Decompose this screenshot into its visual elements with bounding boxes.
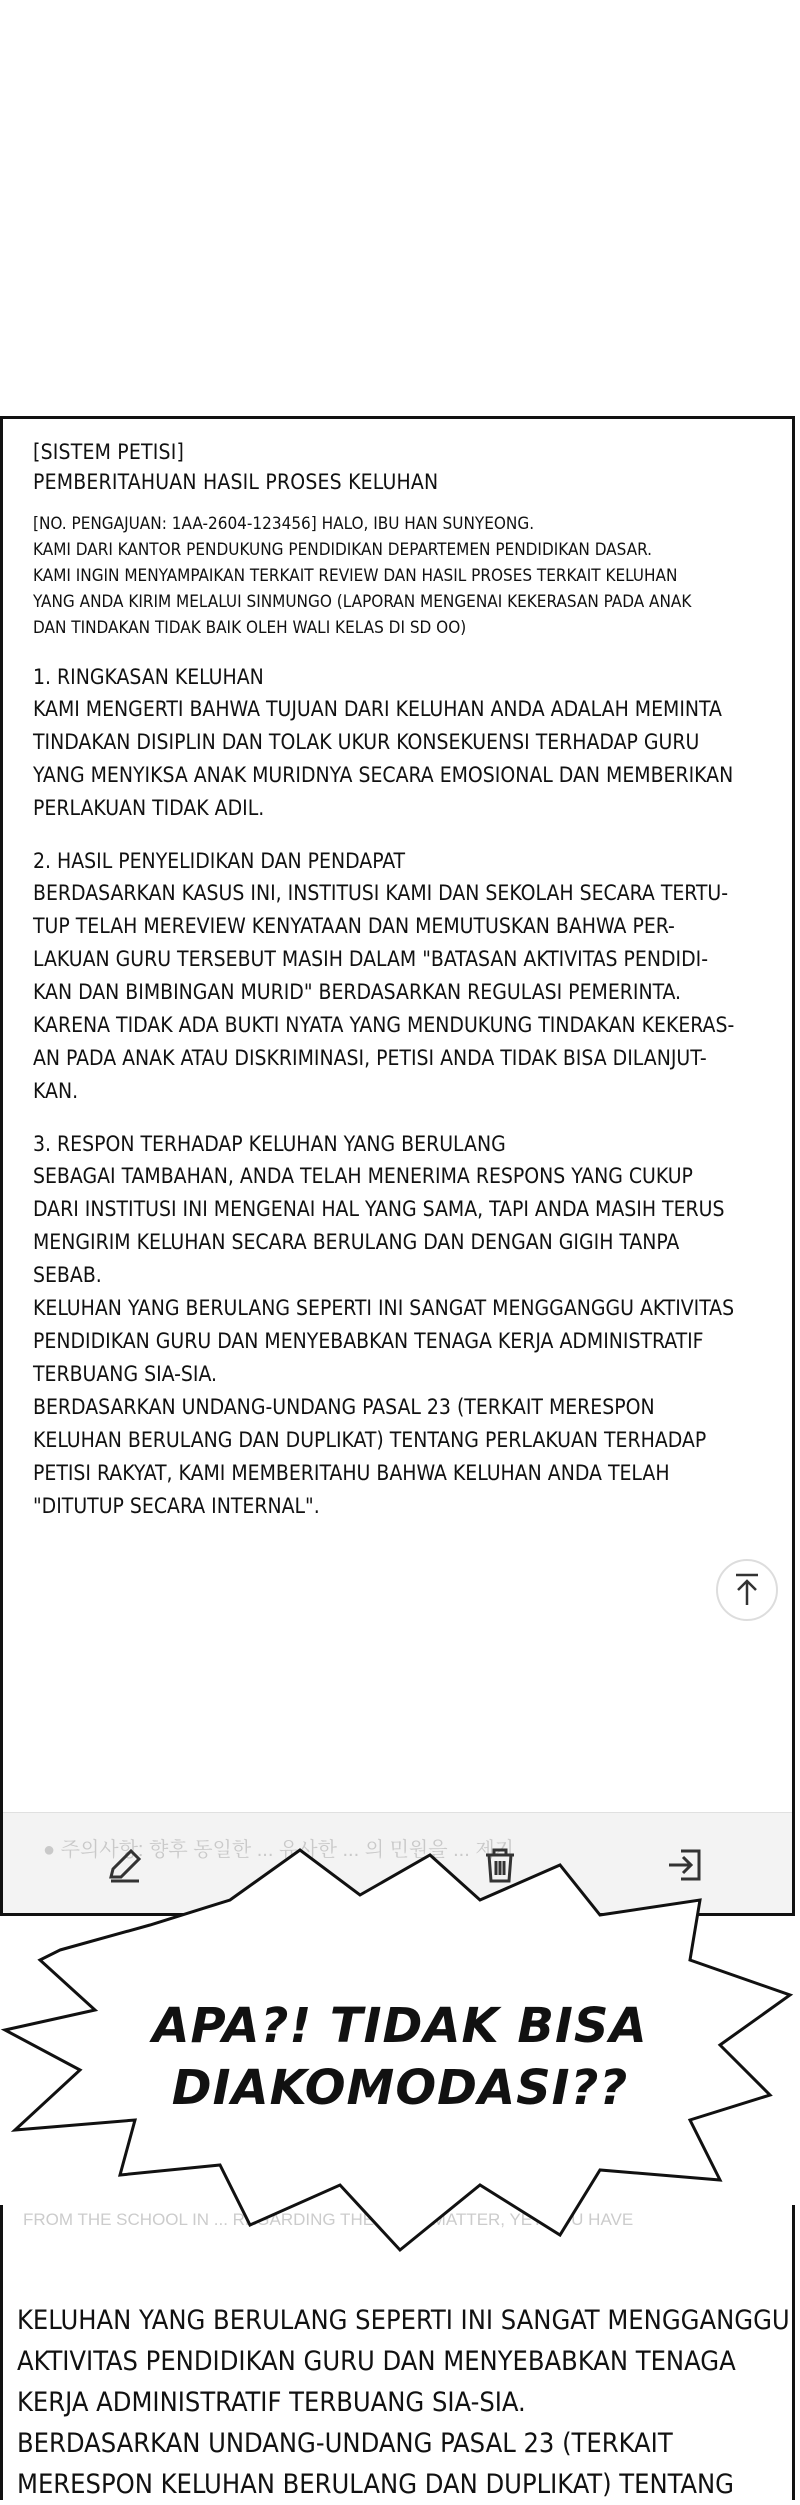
section-line: PERLAKUAN TIDAK ADIL.	[33, 796, 265, 820]
system-label: [SISTEM PETISI]	[33, 440, 185, 464]
section-findings	[33, 845, 773, 1108]
faded-english-text: FROM THE SCHOOL IN ... REGARDING THE SAME MATTER, YET YOU HAVE	[23, 2210, 634, 2229]
section-line: KAN DAN BIMBINGAN MURID" BERDASARKAN REGULASI PEMERINTA.	[33, 980, 682, 1004]
blank-gutter	[0, 0, 800, 415]
section-line: KAN.	[33, 1079, 79, 1103]
section-line: KELUHAN YANG BERULANG SEPERTI INI SANGAT MENGGANGGU AKTIVITAS	[33, 1296, 735, 1320]
meta-line: [NO. PENGAJUAN: 1AA-2604-123456] HALO, IBU HAN SUNYEONG.	[33, 514, 535, 534]
zoomed-line: AKTIVITAS PENDIDIKAN GURU DAN MENYEBABKAN TENAGA	[17, 2346, 736, 2377]
section-line: KAMI MENGERTI BAHWA TUJUAN DARI KELUHAN ANDA ADALAH MEMINTA	[33, 697, 722, 721]
section-repeat-response	[33, 1128, 773, 1523]
shout-line: APA?! TIDAK BISA	[152, 1998, 648, 2054]
section-line: SEBAGAI TAMBAHAN, ANDA TELAH MENERIMA RESPONS YANG CUKUP	[33, 1164, 693, 1188]
meta-line: KAMI DARI KANTOR PENDUKUNG PENDIDIKAN DEPARTEMEN PENDIDIKAN DASAR.	[33, 540, 653, 560]
zoomed-line: KERJA ADMINISTRATIF TERBUANG SIA-SIA.	[17, 2387, 526, 2418]
zoomed-line: BERDASARKAN UNDANG-UNDANG PASAL 23 (TERKAIT	[17, 2428, 673, 2459]
section-line: BERDASARKAN UNDANG-UNDANG PASAL 23 (TERKAIT MERESPON	[33, 1395, 655, 1419]
zoomed-notice-text	[17, 2300, 790, 2505]
section-line: PENDIDIKAN GURU DAN MENYEBABKAN TENAGA KERJA ADMINISTRATIF	[33, 1329, 704, 1353]
notice-title: PEMBERITAHUAN HASIL PROSES KELUHAN	[33, 470, 439, 494]
shout-text	[120, 1995, 680, 2119]
section-line: TUP TELAH MEREVIEW KENYATAAN DAN MEMUTUSKAN BAHWA PER-	[33, 914, 675, 938]
section-line: DARI INSTITUSI INI MENGENAI HAL YANG SAMA, TAPI ANDA MASIH TERUS	[33, 1197, 725, 1221]
shout-speech-bubble	[0, 1830, 800, 2260]
section-title: 2. HASIL PENYELIDIKAN DAN PENDAPAT	[33, 849, 406, 873]
zoomed-line: KELUHAN YANG BERULANG SEPERTI INI SANGAT MENGGANGGU	[17, 2305, 790, 2336]
section-line: SEBAB.	[33, 1263, 102, 1287]
arrow-up-icon	[732, 1572, 762, 1608]
section-title: 3. RESPON TERHADAP KELUHAN YANG BERULANG	[33, 1132, 506, 1156]
petition-notice-panel	[0, 416, 795, 1916]
section-line: KELUHAN BERULANG DAN DUPLIKAT) TENTANG PERLAKUAN TERHADAP	[33, 1428, 707, 1452]
scroll-to-top-button[interactable]	[716, 1559, 778, 1621]
section-line: MENGIRIM KELUHAN SECARA BERULANG DAN DENGAN GIGIH TANPA	[33, 1230, 680, 1254]
section-line: LAKUAN GURU TERSEBUT MASIH DALAM "BATASAN AKTIVITAS PENDIDI-	[33, 947, 709, 971]
section-line: PETISI RAKYAT, KAMI MEMBERITAHU BAHWA KELUHAN ANDA TELAH	[33, 1461, 670, 1485]
section-line: "DITUTUP SECARA INTERNAL".	[33, 1494, 320, 1518]
petition-text	[33, 437, 773, 1523]
petition-meta	[33, 511, 773, 641]
section-line: AN PADA ANAK ATAU DISKRIMINASI, PETISI ANDA TIDAK BISA DILANJUT-	[33, 1046, 707, 1070]
zoomed-line: MERESPON KELUHAN BERULANG DAN DUPLIKAT) TENTANG	[17, 2469, 734, 2500]
section-line: YANG MENYIKSA ANAK MURIDNYA SECARA EMOSIONAL DAN MEMBERIKAN	[33, 763, 734, 787]
section-summary	[33, 661, 773, 825]
meta-line: KAMI INGIN MENYAMPAIKAN TERKAIT REVIEW DAN HASIL PROSES TERKAIT KELUHAN	[33, 566, 678, 586]
section-title: 1. RINGKASAN KELUHAN	[33, 665, 264, 689]
section-line: TINDAKAN DISIPLIN DAN TOLAK UKUR KONSEKUENSI TERHADAP GURU	[33, 730, 700, 754]
shout-line: DIAKOMODASI??	[171, 2060, 629, 2116]
section-line: BERDASARKAN KASUS INI, INSTITUSI KAMI DAN SEKOLAH SECARA TERTU-	[33, 881, 729, 905]
faded-notice-text: ● 주의사항: 향후 동일한 ... 유사한 ... 의 민원을 ... 제기	[43, 1839, 514, 1861]
section-line: KARENA TIDAK ADA BUKTI NYATA YANG MENDUKUNG TINDAKAN KEKERAS-	[33, 1013, 735, 1037]
meta-line: YANG ANDA KIRIM MELALUI SINMUNGO (LAPORAN MENGENAI KEKERASAN PADA ANAK	[33, 592, 692, 612]
section-line: TERBUANG SIA-SIA.	[33, 1362, 218, 1386]
meta-line: DAN TINDAKAN TIDAK BAIK OLEH WALI KELAS DI SD OO)	[33, 618, 467, 638]
